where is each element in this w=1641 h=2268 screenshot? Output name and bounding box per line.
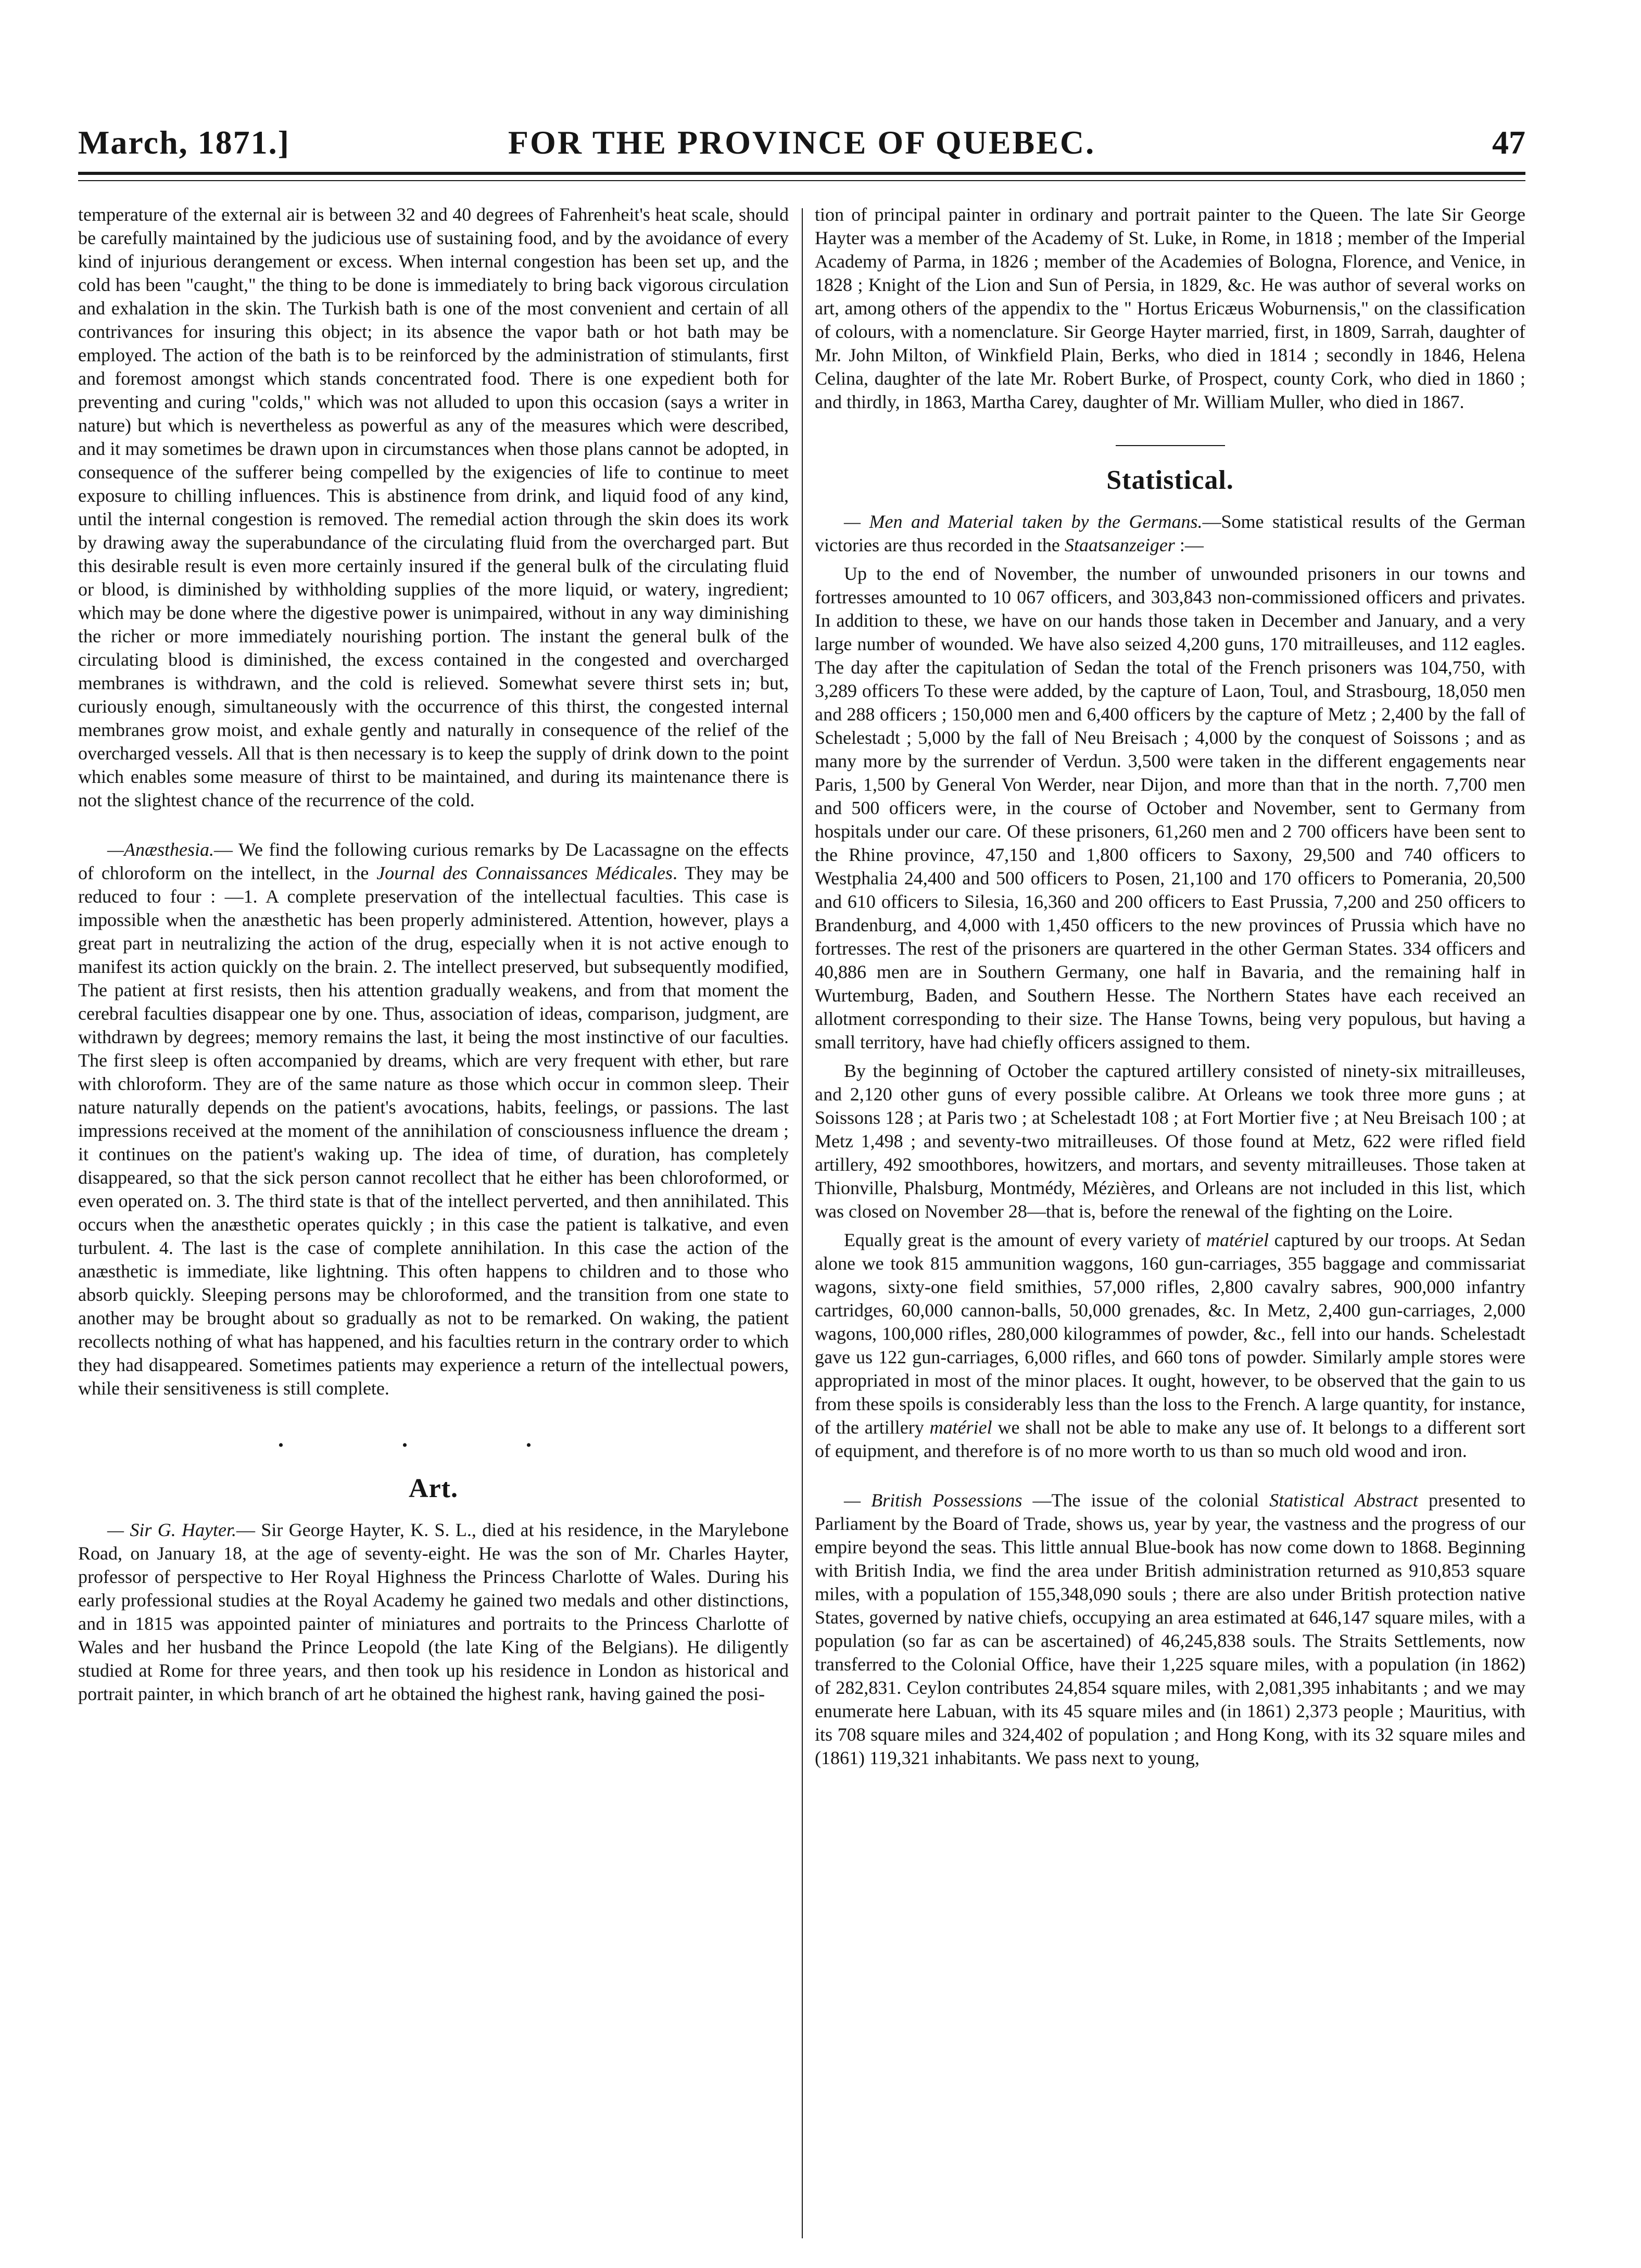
anaesthesia-text-before: — We find the following curious remarks by De Lacassagne on the effects of chloroform on the intellect, in the [78,839,789,883]
left-column [78,203,789,2249]
materiel-paragraph [815,1228,1525,1463]
header-date: March, 1871.] [78,124,290,161]
right-column [815,203,1525,2249]
artillery-paragraph: By the beginning of October the captured artillery consisted of ninety-six mitrailleuses, and 2,120 other guns of every possible calibre. At Orleans we took three more guns ; at Soissons 128 ; at Paris two ; at Schelestadt 108 ; at Fort Mortier five ; at Neu Breisach 100 ; at Metz 1,498 ; and seventy-two mitrailleuses. Of those found at Metz, 622 were rifled field artillery, 492 smoothbores, howitzers, and mortars, and seventy mitrailleuses. Those taken at Thionville, Phalsburg, Montmédy, Mézières, and Orleans are not included in this list, which was closed on November 28—that is, before the renewal of the fighting on the Loire. [815,1060,1525,1222]
men-material-source: Staatsanzeiger [1064,535,1175,555]
page-header [78,112,1525,174]
colds-article-continued: temperature of the external air is between 32 and 40 degrees of Fahrenheit's heat scale, should be carefully maintained by the judicious use of sustaining food, and by the avoidance of every kind of injurious derangement or excess. When internal congestion has been set up, and the cold has been "caught," the thing to be done is immediately to bring back vigorous circulation and exhalation in the skin. The Turkish bath is one of the most convenient and certain of all contrivances for insuring this object; in its absence the vapor bath or hot bath may be employed. The action of the bath is to be reinforced by the administration of stimulants, first and foremost amongst which stands concentrated food. There is one expedient both for preventing and curing "colds," which was not alluded to upon this occasion (says a writer in nature) but which is nevertheless as powerful as any of the measures which were described, and it may sometimes be drawn upon in circumstances when those plans cannot be adopted, in consequence of the sufferer being compelled by the exigencies of life to continue to meet exposure to chilling influences. This is abstinence from drink, and liquid food of any kind, until the internal congestion is removed. The remedial action through the skin does its work by drawing away the superabundance of the circulating fluid from the overcharged part. But this desirable result is even more certainly insured if the general bulk of the circulating fluid or blood, is diminished by withholding supplies of the more liquid, or watery, ingredient; which may be done where the digestive power is unimpaired, without in any way diminishing the richer or more immediately nourishing portion. The instant the general bulk of the circulating blood is diminished, the excess contained in the congested and overcharged membranes is withdrawn, and the cold is relieved. Somewhat severe thirst sets in; but, curiously enough, simultaneously with the occurrence of this thirst, the congested internal membranes grow moist, and exhale gently and naturally in consequence of the relief of the overcharged vessels. All that is then necessary is to keep the supply of drink down to the point which enables some measure of thirst to be maintained, and during its maintenance there is not the slightest chance of the recurrence of the cold. [78,204,789,810]
spacer [815,1468,1525,1489]
prisoners-paragraph: Up to the end of November, the number of unwounded prisoners in our towns and fortresses amounted to 10 067 officers, and 303,843 non-commissioned officers and privates. In addition to these, we have on our hands those taken in December and January, and a very large number of wounded. We have also seized 4,200 guns, 170 mitrailleuses, and 112 eagles. The day after the capitulation of Sedan the total of the French prisoners was 104,750, with 3,289 officers To these were added, by the capture of Laon, Toul, and Strasbourg, 18,050 men and 288 officers ; 150,000 men and 6,400 officers by the capture of Metz ; 2,400 by the fall of Schelestadt ; 5,000 by the fall of Neu Breisach ; 4,000 by the conquest of Soissons ; and as many more by the surrender of Verdun. 3,500 were taken in the different engagements near Paris, 1,500 by General Von Werder, near Dijon, and more than that in the north. 7,700 men and 500 officers were, in the course of October and November, sent to Germany from hospitals under our care. Of these prisoners, 61,260 men and 2 700 officers have been sent to the Rhine province, 47,150 and 1,800 officers to Saxony, 29,500 and 740 officers to Westphalia 24,400 and 500 officers to Posen, 21,100 and 170 officers to Pomerania, 20,500 and 610 officers to Silesia, 16,360 and 200 officers to East Prussia, 7,200 and 250 officers to Brandenburg, and 4,000 with 1,450 officers to the new provinces of Prussia which have no fortresses. The rest of the prisoners are quartered in the other German States. 334 officers and 40,886 men are in Southern Germany, one half in Bavaria, and the remaining half in Wurtemburg, Baden, and Southern Hesse. The Northern States have each received an allotment corresponding to their size. The Hanse Towns, being very populous, but having a small territory, have had chiefly officers assigned to them. [815,563,1525,1053]
materiel-text-b: captured by our troops. At Sedan alone we took 815 ammunition waggons, 160 gun-carriages, 355 baggage and commissariat wagons, sixty-one field smithies, 57,000 rifles, 2,800 cavalry sabres, 900,000 infantry cartridges, 60,000 cannon-balls, 50,000 grenades, &c. In Metz, 2,400 gun-carriages, 2,000 wagons, 100,000 rifles, 280,000 kilogrammes of powder, &c., fell into our hands. Schelestadt gave us 122 gun-carriages, 6,000 rifles, and 660 tons of powder. Similarly ample stores were appropriated in most of the minor places. It ought, however, to be observed that the gain to us from these spoils is considerably less than the loss to the French. A large quantity, for instance, of the artillery [815,1230,1525,1438]
spacer [78,817,789,838]
anaesthesia-article [78,838,789,1400]
british-text-a: —The issue of the colonial [1022,1490,1270,1511]
header-title: FOR THE PROVINCE OF QUEBEC. [508,124,1096,161]
men-material-intro [815,510,1525,557]
section-rule [1116,445,1225,446]
hayter-article-continued: tion of principal painter in ordinary and portrait painter to the Queen. The late Sir George Hayter was a member of the Academy of St. Luke, in Rome, in 1818 ; member of the Imperial Academy of Parma, in 1826 ; member of the Academies of Bologna, Florence, and Venice, in 1828 ; Knight of the Lion and Sun of Persia, in 1829, &c. He was author of several works on art, among others of the appendix to the " Hortus Ericæus Woburnensis," on the classification of colours, with a nomenclature. Sir George Hayter married, first, in 1809, Sarrah, daughter of Mr. John Milton, of Winkfield Plain, Berks, who died in 1814 ; secondly in 1846, Helena Celina, daughter of the late Mr. Robert Burke, of Prospect, county Cork, who died in 1860 ; and thirdly, in 1863, Martha Carey, daughter of Mr. William Muller, who died in 1867. [815,204,1525,412]
british-heading: — British Possessions [844,1490,1023,1511]
column-divider [802,208,803,2238]
materiel-text-a: Equally great is the amount of every variety of [844,1230,1206,1250]
british-possessions-article [815,1489,1525,1770]
anaesthesia-text-after: . They may be reduced to four : —1. A complete preservation of the intellectual faculties. This case is impossible when the anæsthetic has been properly administered. Attention, however, plays a great part in neutralizing the action of the drug, especially when it is not active enough to manifest its action quickly on the brain. 2. The intellect preserved, but subsequently modified, The patient at first resists, then his attention gradually weakens, and from that moment the cerebral faculties disappear one by one. Thus, association of ideas, comparison, judgment, are withdrawn by degrees; memory remains the last, it being the most instinctive of our faculties. The first sleep is often accompanied by dreams, which are very frequent with ether, but rare with chloroform. They are of the same nature as those which occur in common sleep. Their nature naturally depends on the patient's avocations, habits, feelings, or passions. The last impressions received at the moment of the annihilation of consciousness influence the dream ; it continues on the patient's waking up. The idea of time, of duration, has completely disappeared, so that the sick person cannot recollect that he either has been chloroformed, or even operated on. 3. The third state is that of the intellect perverted, and then annihilated. This occurs when the anæsthetic operates quickly ; in this case the patient is talkative, and even turbulent. 4. The last is the case of complete annihilation. In this case the action of the anæsthetic is immediate, like lightning. This often happens to children and to those who absorb quickly. Sleeping persons may be chloroformed, and the transition from one state to another may be brought about so gradually as not to be remarked. On waking, the patient recollects nothing of what has happened, and his faculties return in the contrary order to which they had disappeared. Sometimes patients may experience a return of the intellectual powers, while their sensitiveness is still complete. [78,863,789,1399]
british-source: Statistical Abstract [1269,1490,1418,1511]
section-ornament: • • • [278,1437,589,1454]
page-number: 47 [1492,124,1525,161]
materiel-text-c: we shall not be able to make any use of. It belongs to a different sort of equipment, and therefore is of no more worth to us than so much old wood and iron. [815,1417,1525,1461]
men-material-text-b: :— [1175,535,1204,555]
art-section-title: Art. [409,1474,458,1503]
men-material-text-a: —Some statistical results of the German victories are thus recorded in the [815,511,1525,555]
british-text-b: presented to Parliament by the Board of Trade, shows us, year by year, the vastness and the progress of our empire beyond the seas. This little annual Blue-book has now come down to 1868. Beginning with British India, we find the area under British administration returned as 910,853 square miles, with a population of 155,348,090 souls ; there are also under British protection native States, governed by native chiefs, occupying an area estimated at 646,147 square miles, with a population (so far as can be ascertained) of 46,245,838 souls. The Straits Settlements, now transferred to the Colonial Office, have their 1,225 square miles, with a population (in 1862) of 282,831. Ceylon contributes 24,854 square miles, with 2,081,395 inhabitants ; and we may enumerate here Labuan, with its 45 square miles and (in 1861) 2,373 people ; Mauritius, with its 708 square miles and 324,402 of population ; and Hong Kong, with its 32 square miles and (1861) 119,321 inhabitants. We pass next to young, [815,1490,1525,1768]
men-material-heading: — Men and Material taken by the Germans. [844,511,1203,532]
header-rule-thick [78,172,1525,175]
hayter-heading: — Sir G. Hayter. [107,1519,237,1540]
hayter-text: — Sir George Hayter, K. S. L., died at his residence, in the Marylebone Road, on January 18, at the age of seventy-eight. He was the son of Mr. Charles Hayter, professor of perspective to Her Royal Highness the Princess Charlotte of Wales. During his early professional studies at the Royal Academy he gained two medals and other distinctions, and in 1815 was appointed painter of miniatures and portraits to the Princess Charlotte of Wales and her husband the Prince Leopold (the late King of the Belgians). He diligently studied at Rome for three years, and then took up his residence in London as historical and portrait painter, in which branch of art he obtained the highest rank, having gained the posi- [78,1519,789,1704]
anaesthesia-heading: —Anæsthesia. [107,839,214,860]
header-rule-thin [78,180,1525,181]
anaesthesia-source: Journal des Connaissances Médicales [376,863,673,883]
materiel-word-1: matériel [1206,1230,1269,1250]
statistical-section-title: Statistical. [1106,465,1234,495]
hayter-article [78,1518,789,1706]
materiel-word-2: matériel [929,1417,992,1438]
